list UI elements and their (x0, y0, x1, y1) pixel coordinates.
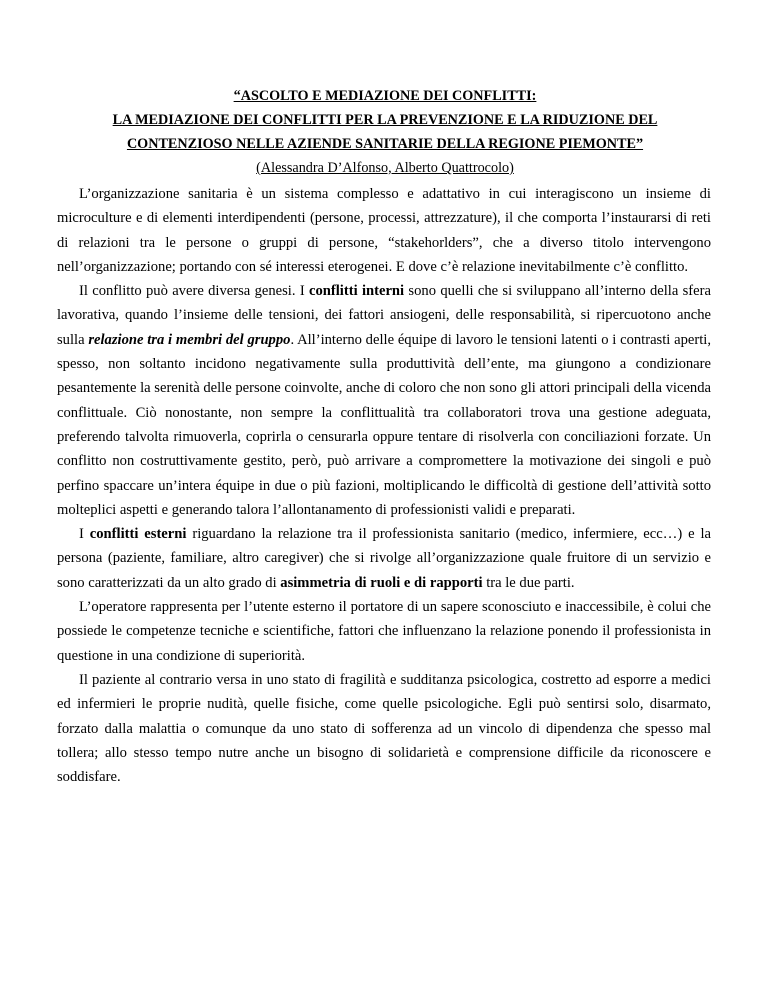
paragraph-2-text-e: . All’interno delle équipe di lavoro le tensioni latenti o i contrasti aperti, spesso, non soltanto incidono negativamente sulla produttività dell’ente, ma giungono a condizionare pesantemente la serenità delle persone coinvolte, anche di coloro che non sono gli attori principali della vicenda conflittuale. Ciò nonostante, non sempre la conflittualità tra collaboratori trova una gestione adeguata, preferendo talvolta rimuoverla, coprirla o censurarla oppure tentare di risolverla con conciliazioni forzate. Un conflitto non costruttivamente gestito, però, può arrivare a compromettere la motivazione dei singoli e può perfino spaccare un’intera équipe in due o più fazioni, moltiplicando le difficoltà di gestione dell’attività sotto molteplici aspetti e generando talora l’allontanamento di professionisti validi e preparati. (57, 331, 711, 518)
title-line-2: LA MEDIAZIONE DEI CONFLITTI PER LA PREVENZIONE E LA RIDUZIONE DEL (112, 112, 658, 128)
paragraph-2-text-c: sono quelli che si sviluppano all’interno della sfera lavorativa, quando l’insieme delle tensioni, dei fattori ansiogeni, delle responsabilità, si ripercuotono anche sulla (57, 283, 711, 348)
term-relazione-membri: relazione tra i membri del gruppo (88, 331, 291, 348)
paragraph-2-text-a: Il conflitto può avere diversa genesi. I (79, 283, 309, 300)
title-line-1: “ASCOLTO E MEDIAZIONE DEI CONFLITTI: (233, 88, 537, 104)
document-title (100, 84, 670, 180)
paragraph-3 (57, 522, 711, 595)
paragraph-3-text-c: riguardano la relazione tra il professionista sanitario (medico, infermiere, ecc…) e la persona (paziente, familiare, altro caregiver) che si rivolge all’organizzazione quale fruitore di un servizio e sono caratterizzati da un alto grado di (57, 526, 711, 591)
paragraph-3-text-e: tra le due parti. (482, 574, 575, 591)
paragraph-2 (57, 279, 711, 522)
term-conflitti-esterni: conflitti esterni (89, 526, 187, 543)
paragraph-3-text-a: I (79, 526, 90, 543)
paragraph-4: L’operatore rappresenta per l’utente esterno il portatore di un sapere sconosciuto e inaccessibile, è colui che possiede le competenze tecniche e scientifiche, fattori che influenzano la relazione ponendo il professionista in questione in una condizione di superiorità. (57, 599, 711, 664)
term-asimmetria: asimmetria di ruoli e di rapporti (280, 574, 483, 591)
title-line-3: CONTENZIOSO NELLE AZIENDE SANITARIE DELLA REGIONE PIEMONTE” (126, 136, 644, 152)
paragraph-1: L’organizzazione sanitaria è un sistema complesso e adattativo in cui interagiscono un insieme di microculture e di elementi interdipendenti (persone, processi, attrezzature), il che comporta l’instaurarsi di reti di relazioni tra le persone o gruppi di persone, “stakehorlders”, che a diverso titolo intervengono nell’organizzazione; portando con sé interessi eterogenei. E dove c’è relazione inevitabilmente c’è conflitto. (57, 186, 711, 275)
authors: (Alessandra D’Alfonso, Alberto Quattrocolo) (256, 160, 514, 176)
document-body (57, 182, 711, 789)
paragraph-5: Il paziente al contrario versa in uno stato di fragilità e sudditanza psicologica, costretto ad esporre a medici ed infermieri le proprie nudità, quelle fisiche, come quelle psicologiche. Egli può sentirsi solo, disarmato, forzato dalla malattia o comunque da uno stato di sofferenza ad un vincolo di dipendenza che spesso mal tollera; allo stesso tempo nutre anche un bisogno di solidarietà e comprensione difficile da riconoscere e soddisfare. (57, 671, 711, 786)
term-conflitti-interni: conflitti interni (309, 283, 405, 300)
